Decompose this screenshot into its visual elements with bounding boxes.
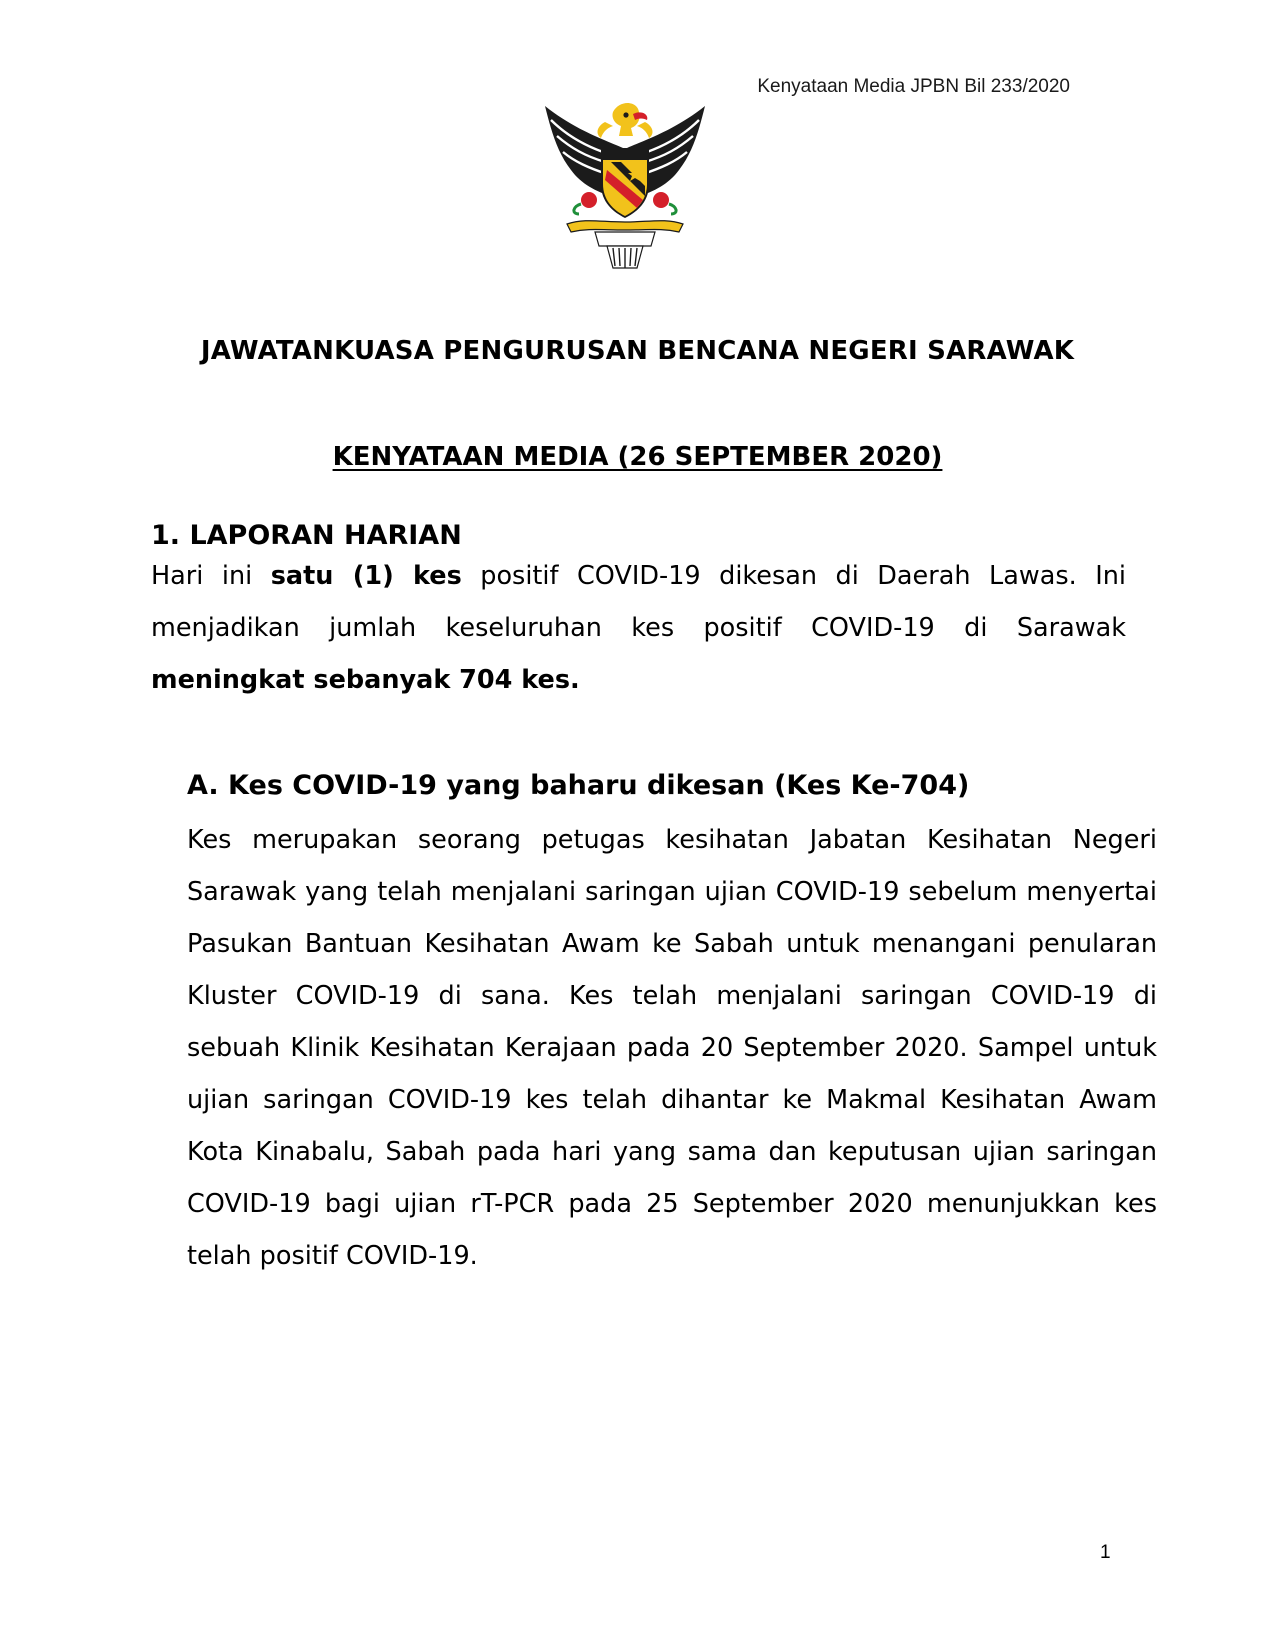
statement-title-text: KENYATAAN MEDIA (26 SEPTEMBER 2020) bbox=[332, 442, 943, 472]
statement-title bbox=[0, 442, 1275, 472]
subsection-heading-new-case: A. Kes COVID-19 yang baharu dikesan (Kes Ke-704) bbox=[187, 770, 970, 801]
sarawak-coat-of-arms-icon bbox=[545, 100, 705, 272]
daily-report-bold-case-count: satu (1) kes bbox=[270, 561, 462, 591]
section-heading-daily-report: 1. LAPORAN HARIAN bbox=[151, 520, 462, 551]
page-number: 1 bbox=[1100, 1542, 1111, 1563]
new-case-paragraph: Kes merupakan seorang petugas kesihatan Jabatan Kesihatan Negeri Sarawak yang telah menjalani saringan ujian COVID-19 sebelum menyertai Pasukan Bantuan Kesihatan Awam ke Sabah untuk menangani penularan Kluster COVID-19 di sana. Kes telah menjalani saringan COVID-19 di sebuah Klinik Kesihatan Kerajaan pada 20 September 2020. Sampel untuk ujian saringan COVID-19 kes telah dihantar ke Makmal Kesihatan Awam Kota Kinabalu, Sabah pada hari yang sama dan keputusan ujian saringan COVID-19 bagi ujian rT-PCR pada 25 September 2020 menunjukkan kes telah positif COVID-19. bbox=[187, 825, 1157, 1271]
daily-report-paragraph bbox=[151, 550, 1126, 706]
organization-title: JAWATANKUASA PENGURUSAN BENCANA NEGERI SARAWAK bbox=[200, 336, 1075, 366]
document-reference-number: Kenyataan Media JPBN Bil 233/2020 bbox=[757, 76, 1070, 97]
daily-report-text-1: Hari ini bbox=[151, 561, 271, 591]
daily-report-text-2: positif COVID-19 dikesan di Daerah Lawas. Ini menjadikan jumlah keseluruhan kes positif COVID-19 di Sarawak bbox=[151, 561, 1126, 643]
daily-report-bold-total: meningkat sebanyak 704 kes. bbox=[151, 665, 580, 695]
